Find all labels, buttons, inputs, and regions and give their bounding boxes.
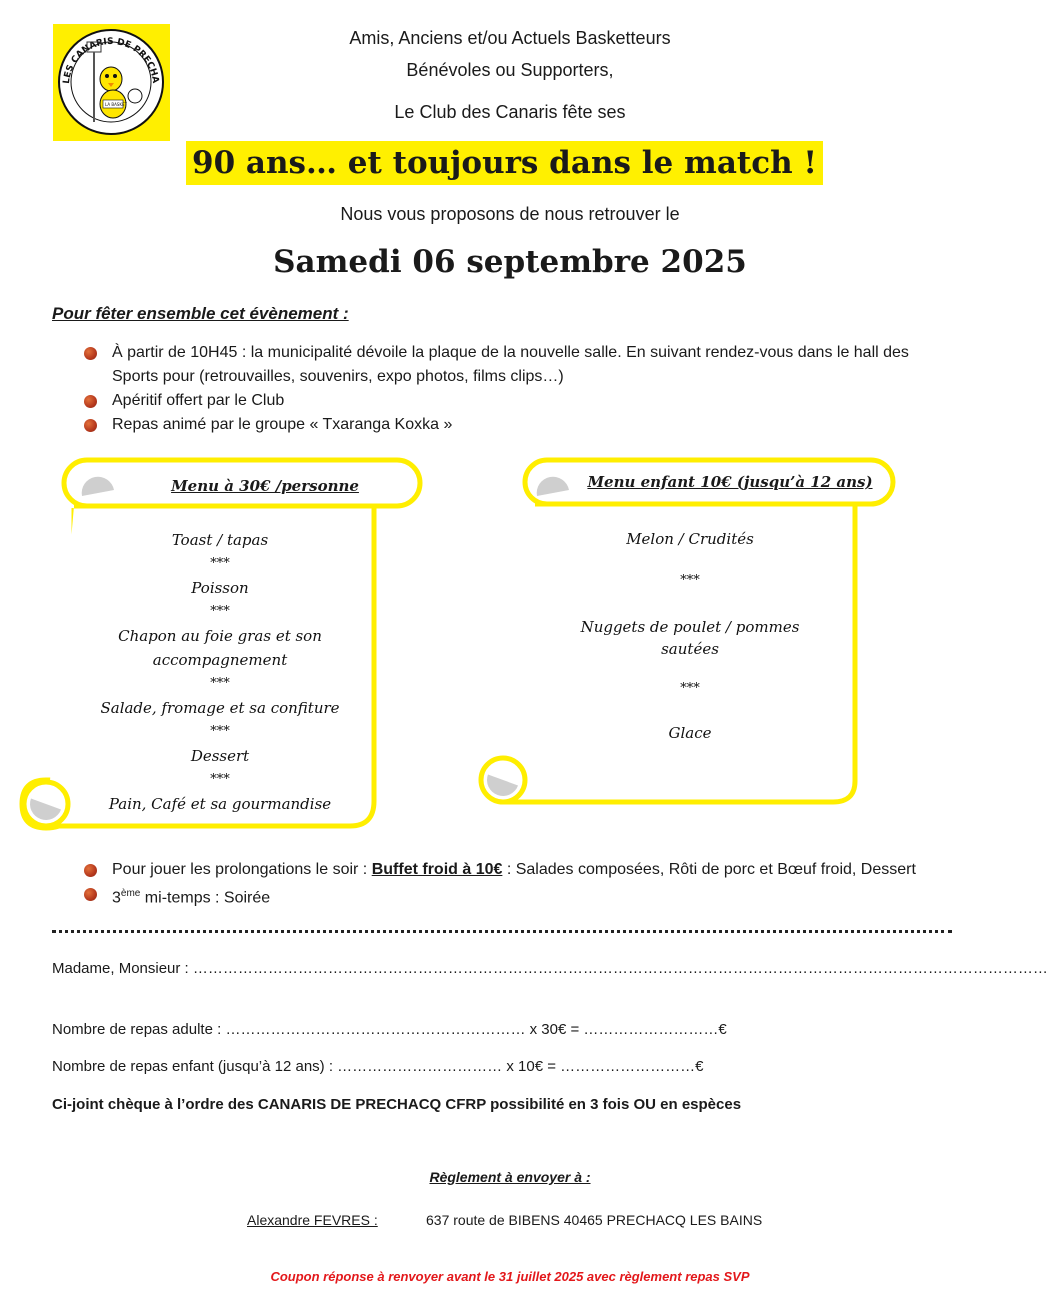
program-list [84, 341, 944, 437]
child-meals-field[interactable]: Nombre de repas enfant (jusqu’à 12 ans) : …………………………… x 10€ = ………………………€ [52, 1058, 704, 1075]
recipient-address: 637 route de BIBENS 40465 PRECHACQ LES BAINS [426, 1212, 763, 1228]
intro-line-3: Le Club des Canaris fête ses [394, 102, 626, 122]
menu-item: Toast / tapas [171, 531, 269, 549]
menu-separator: *** [210, 556, 230, 571]
basketball-bullet-icon [84, 864, 97, 877]
adult-menu-items [80, 528, 360, 816]
menu-item: Poisson [191, 579, 249, 597]
basketball-bullet-icon [84, 888, 97, 901]
adult-meals-field[interactable]: Nombre de repas adulte : …………………………………………………… x 30€ = ………………………€ [52, 1021, 727, 1038]
menu-item: Salade, fromage et sa confiture [100, 699, 340, 717]
recipient-name: Alexandre FEVRES : [247, 1212, 378, 1228]
canary-logo-icon [53, 24, 170, 141]
intro-line-1: Amis, Anciens et/ou Actuels Basketteurs [349, 28, 671, 48]
footer-deadline: Coupon réponse à renvoyer avant le 31 juillet 2025 avec règlement repas SVP [270, 1269, 750, 1284]
list-item: Repas animé par le groupe « Txaranga Koxka » [84, 413, 944, 437]
list-item: Pour jouer les prolongations le soir : Buffet froid à 10€ : Salades composées, Rôti de porc et Bœuf froid, Dessert [84, 858, 944, 882]
menu-separator: *** [210, 676, 230, 691]
menu-item: accompagnement [152, 651, 288, 669]
menu-item: sautées [661, 640, 719, 658]
list-item: Apéritif offert par le Club [84, 389, 944, 413]
menu-item: Nuggets de poulet / pommes [580, 618, 800, 636]
send-title: Règlement à envoyer à : [429, 1169, 591, 1185]
menu-separator: *** [210, 604, 230, 619]
club-logo [53, 24, 170, 141]
basketball-bullet-icon [84, 347, 97, 360]
list-item: À partir de 10H45 : la municipalité dévoile la plaque de la nouvelle salle. En suivant rendez-vous dans le hall des Sports pour (retrouvailles, souvenirs, expo photos, films clips…) [84, 341, 944, 389]
child-menu-items [545, 528, 835, 744]
basketball-bullet-icon [84, 395, 97, 408]
cheque-note: Ci-joint chèque à l’ordre des CANARIS DE PRECHACQ CFRP possibilité en 3 fois OU en espèces [52, 1096, 742, 1113]
adult-menu-title: Menu à 30€ /personne [171, 477, 359, 495]
list-item: 3ème mi-temps : Soirée [84, 882, 944, 910]
invite-line: Nous vous proposons de nous retrouver le [340, 204, 680, 224]
child-menu-title: Menu enfant 10€ (jusqu’à 12 ans) [587, 473, 873, 491]
section-title: Pour fêter ensemble cet évènement : [52, 304, 349, 323]
cut-line [52, 930, 952, 933]
menu-separator: *** [680, 681, 700, 696]
event-date: Samedi 06 septembre 2025 [273, 244, 747, 280]
svg-text:LA BASKET: LA BASKET [105, 102, 127, 107]
menu-item: Melon / Crudités [626, 530, 754, 548]
menu-separator: *** [210, 724, 230, 739]
basketball-bullet-icon [84, 419, 97, 432]
headline: 90 ans… et toujours dans le match ! [186, 141, 823, 185]
menu-item: Chapon au foie gras et son [118, 627, 322, 645]
svg-text:LES CANARIS DE PRECHACQ: LES CANARIS DE PRECHA [61, 36, 160, 85]
menu-item: Pain, Café et sa gourmandise [108, 795, 332, 813]
menu-item: Glace [668, 724, 712, 742]
menu-item: Dessert [190, 747, 250, 765]
menu-separator: *** [680, 573, 700, 588]
menu-separator: *** [210, 772, 230, 787]
name-field[interactable]: Madame, Monsieur : ……………………………………………………………………………………………………………………………………………………… [52, 960, 1048, 977]
evening-list [84, 858, 944, 910]
intro-line-2: Bénévoles ou Supporters, [406, 60, 614, 80]
